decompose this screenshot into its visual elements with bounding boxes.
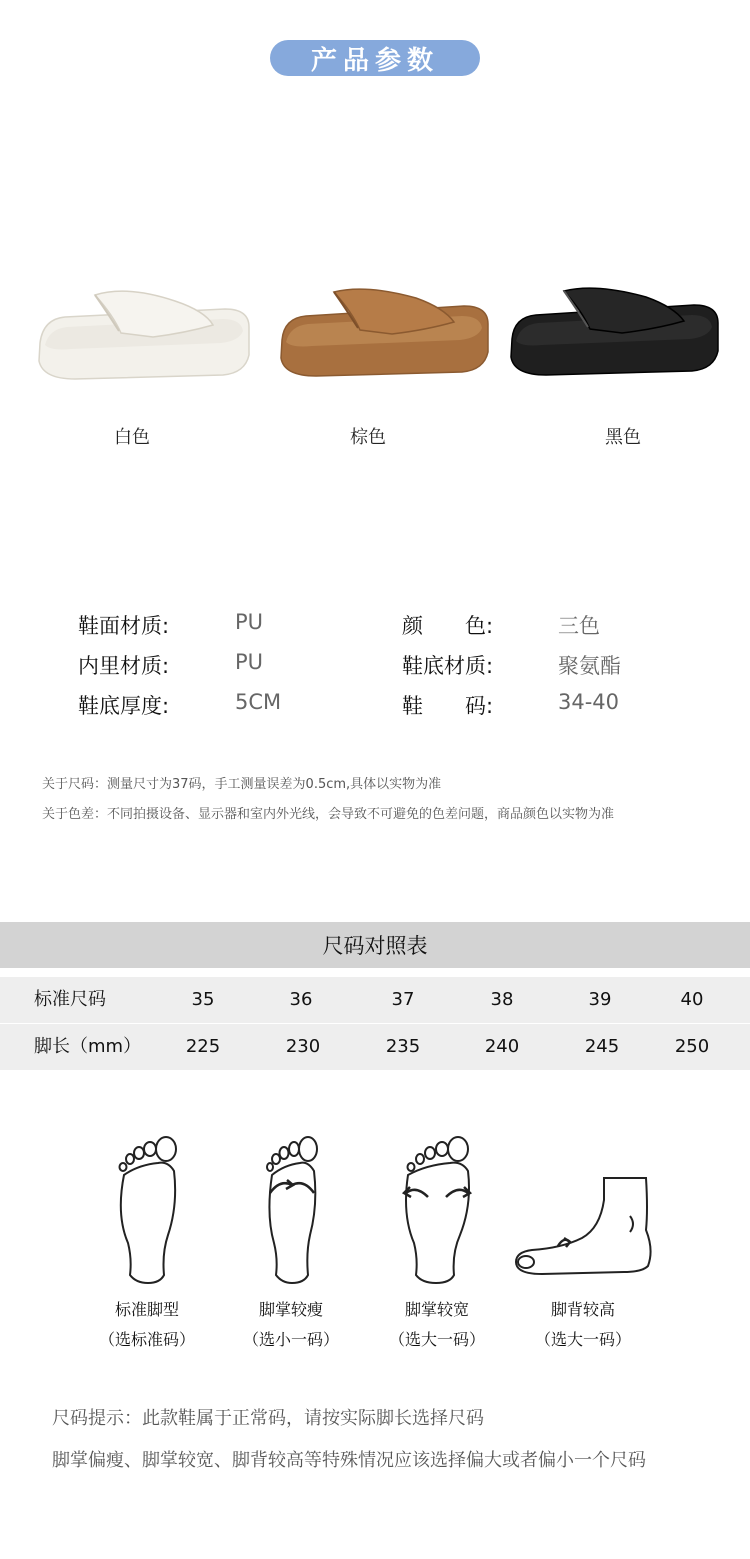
shoe-image-brown (278, 284, 493, 384)
length-row-label: 脚长（mm） (34, 1036, 142, 1057)
spec-lining-material-value: PU (235, 650, 264, 674)
high-instep-foot-icon (512, 1170, 660, 1284)
foot-type-title: 标准脚型 (114, 1300, 179, 1319)
size-row-label: 标准尺码 (34, 989, 106, 1010)
spec-color-value: 三色 (558, 614, 600, 638)
spec-color-label: 颜 色: (402, 614, 494, 638)
length-cell: 240 (484, 1036, 520, 1057)
wide-foot-icon (398, 1135, 478, 1289)
size-cell: 36 (289, 989, 313, 1010)
spec-upper-material-label: 鞋面材质: (78, 614, 170, 638)
spec-sole-thickness-value: 5CM (235, 690, 282, 714)
size-cell: 37 (391, 989, 415, 1010)
length-cell: 230 (285, 1036, 321, 1057)
size-cell: 38 (490, 989, 514, 1010)
size-tip-line1: 尺码提示：此款鞋属于正常码，请按实际脚长选择尺码 (52, 1408, 484, 1429)
spec-size-label: 鞋 码: (402, 694, 494, 718)
spec-size-value: 34-40 (558, 690, 620, 714)
color-label-white: 白色 (114, 427, 150, 448)
color-label-black: 黑色 (605, 427, 641, 448)
foot-type-title: 脚掌较瘦 (258, 1300, 323, 1319)
shoe-image-black (508, 283, 723, 383)
spec-sole-material-label: 鞋底材质: (402, 654, 494, 678)
length-cell: 245 (584, 1036, 620, 1057)
size-table-title: 尺码对照表 (0, 922, 750, 968)
size-tip-line2: 脚掌偏瘦、脚掌较宽、脚背较高等特殊情况应该选择偏大或者偏小一个尺码 (52, 1450, 646, 1471)
size-note: 关于尺码：测量尺寸为37码，手工测量误差为0.5cm,具体以实物为准 (42, 777, 442, 792)
section-title: 产品参数 (270, 40, 480, 76)
length-cell: 250 (674, 1036, 710, 1057)
foot-type-advice: （选标准码） (98, 1330, 195, 1349)
spec-upper-material-value: PU (235, 610, 264, 634)
shoe-image-white (35, 285, 255, 385)
color-label-brown: 棕色 (350, 427, 386, 448)
spec-lining-material-label: 内里材质: (78, 654, 170, 678)
length-cell: 225 (185, 1036, 221, 1057)
foot-type-title: 脚掌较宽 (404, 1300, 469, 1319)
spec-sole-material-value: 聚氨酯 (558, 654, 621, 678)
size-cell: 39 (588, 989, 612, 1010)
size-table-row-length (0, 1024, 750, 1070)
foot-type-advice: （选大一码） (388, 1330, 485, 1349)
spec-sole-thickness-label: 鞋底厚度: (78, 694, 170, 718)
length-cell: 235 (385, 1036, 421, 1057)
size-cell: 40 (680, 989, 704, 1010)
standard-foot-icon (108, 1135, 188, 1289)
narrow-foot-icon (258, 1135, 328, 1289)
foot-type-title: 脚背较高 (550, 1300, 615, 1319)
foot-type-advice: （选小一码） (242, 1330, 339, 1349)
size-table-row-size (0, 977, 750, 1023)
foot-type-advice: （选大一码） (534, 1330, 631, 1349)
size-cell: 35 (191, 989, 215, 1010)
color-note: 关于色差：不同拍摄设备、显示器和室内外光线，会导致不可避免的色差问题，商品颜色以实物为准 (42, 807, 615, 822)
